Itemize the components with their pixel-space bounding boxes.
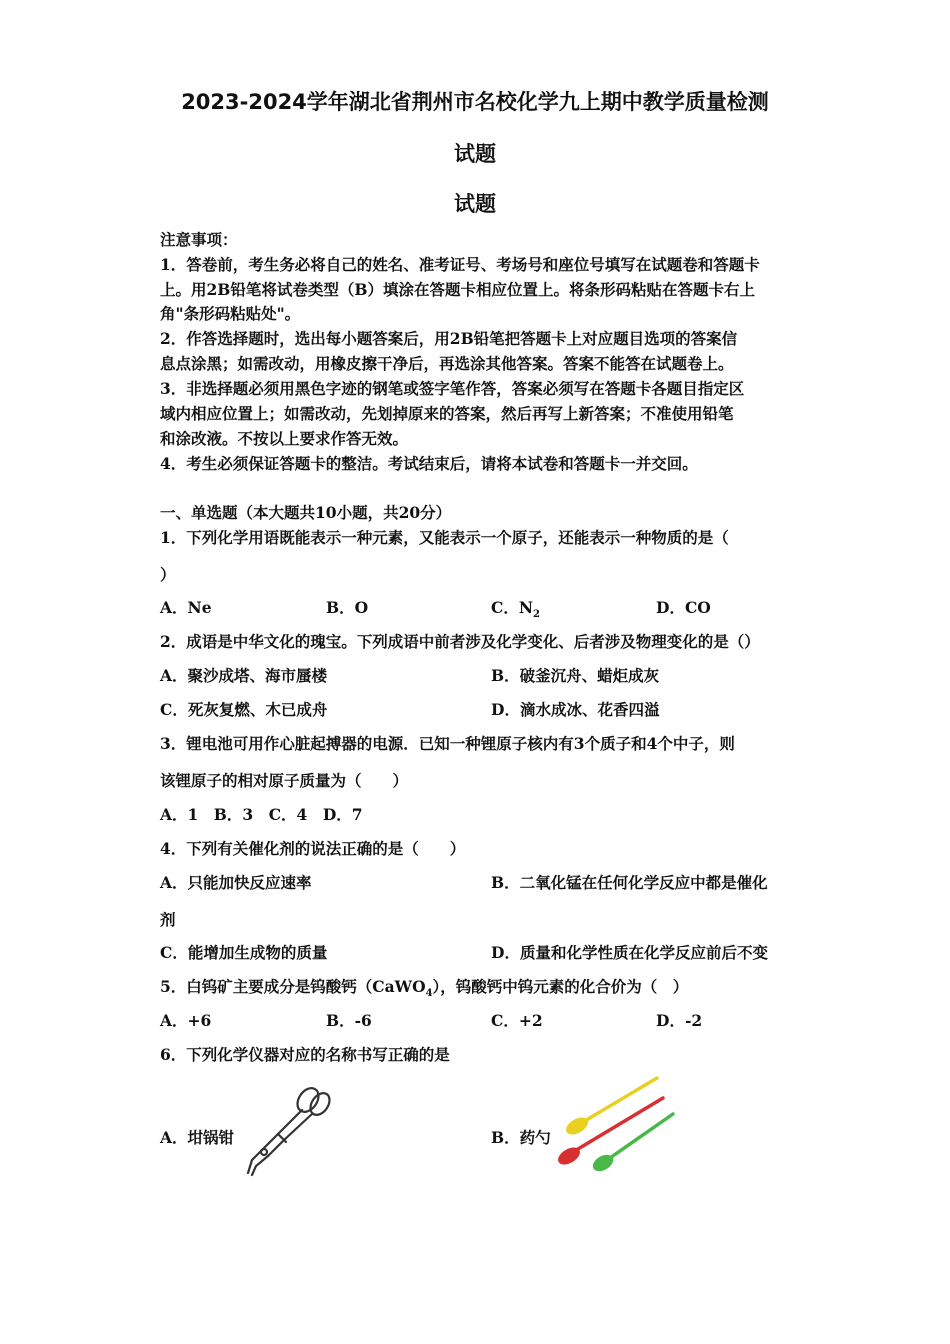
q4-option-c: C．能增加生成物的质量 bbox=[160, 943, 328, 962]
notice-line: 和涂改液。不按以上要求作答无效。 bbox=[160, 429, 409, 448]
question-3-stem-cont: 该锂原子的相对原子质量为（ ） bbox=[160, 771, 409, 790]
notice-line: 3．非选择题必须用黑色字迹的钢笔或签字笔作答，答案必须写在答题卡各题目指定区 bbox=[160, 379, 745, 398]
q5-option-c: C．+2 bbox=[491, 1011, 543, 1030]
crucible-tongs-icon bbox=[238, 1078, 333, 1178]
q2-option-d: D．滴水成冰、花香四溢 bbox=[491, 700, 660, 719]
notice-line: 2．作答选择题时，选出每小题答案后，用2B铅笔把答题卡上对应题目选项的答案信 bbox=[160, 329, 738, 348]
notice-heading: 注意事项： bbox=[160, 230, 238, 249]
question-1-stem: 1．下列化学用语既能表示一种元素，又能表示一个原子，还能表示一种物质的是（ bbox=[160, 528, 729, 547]
question-4-stem: 4．下列有关催化剂的说法正确的是（ ） bbox=[160, 839, 466, 858]
q4-option-b-cont: 剂 bbox=[160, 910, 176, 929]
question-5-stem: 5．白钨矿主要成分是钨酸钙（CaWO$_4$），钨酸钙中钨元素的化合价为（ ） bbox=[160, 977, 689, 1000]
spoon-icon bbox=[555, 1072, 685, 1172]
q6-option-b: B．药勺 bbox=[491, 1128, 551, 1147]
q6-option-a: A．坩锅钳 bbox=[160, 1128, 235, 1147]
q4-option-d: D．质量和化学性质在化学反应前后不变 bbox=[491, 943, 768, 962]
q5-option-d: D．-2 bbox=[656, 1011, 703, 1030]
page-subtitle-repeat: 试题 bbox=[454, 192, 496, 216]
q2-option-b: B．破釜沉舟、蜡炬成灰 bbox=[491, 666, 660, 685]
question-6-stem: 6．下列化学仪器对应的名称书写正确的是 bbox=[160, 1045, 450, 1064]
question-1-stem-end: ） bbox=[160, 565, 176, 584]
q1-option-a: A．Ne bbox=[160, 598, 212, 617]
notice-line: 域内相应位置上；如需改动，先划掉原来的答案，然后再写上新答案；不准使用铅笔 bbox=[160, 404, 734, 423]
q1-option-b: B．O bbox=[326, 598, 369, 617]
notice-line: 角"条形码粘贴处"。 bbox=[160, 304, 301, 323]
q5-option-a: A．+6 bbox=[160, 1011, 212, 1030]
notice-line: 1．答卷前，考生务必将自己的姓名、准考证号、考场号和座位号填写在试题卷和答题卡 bbox=[160, 255, 760, 274]
page-title: 2023-2024学年湖北省荆州市名校化学九上期中教学质量检测 bbox=[181, 90, 769, 114]
q3-options: A．1 B．3 C．4 D．7 bbox=[160, 805, 363, 824]
q4-option-b: B．二氧化锰在任何化学反应中都是催化 bbox=[491, 873, 768, 892]
q1-option-d: D．CO bbox=[656, 598, 711, 617]
notice-line: 4．考生必须保证答题卡的整洁。考试结束后，请将本试卷和答题卡一并交回。 bbox=[160, 454, 698, 473]
notice-line: 上。用2B铅笔将试卷类型（B）填涂在答题卡相应位置上。将条形码粘贴在答题卡右上 bbox=[160, 280, 755, 299]
q2-option-c: C．死灰复燃、木已成舟 bbox=[160, 700, 328, 719]
section-heading: 一、单选题（本大题共10小题，共20分） bbox=[160, 503, 452, 522]
q1-option-c: C．$N_2$ bbox=[491, 598, 540, 621]
q4-option-a: A．只能加快反应速率 bbox=[160, 873, 312, 892]
q2-option-a: A．聚沙成塔、海市蜃楼 bbox=[160, 666, 328, 685]
page-subtitle: 试题 bbox=[454, 142, 496, 166]
notice-line: 息点涂黑；如需改动，用橡皮擦干净后，再选涂其他答案。答案不能答在试题卷上。 bbox=[160, 354, 734, 373]
question-3-stem: 3．锂电池可用作心脏起搏器的电源．已知一种锂原子核内有3个质子和4个中子，则 bbox=[160, 734, 735, 753]
q5-option-b: B．-6 bbox=[326, 1011, 372, 1030]
question-2-stem: 2．成语是中华文化的瑰宝。下列成语中前者涉及化学变化、后者涉及物理变化的是（） bbox=[160, 632, 760, 651]
